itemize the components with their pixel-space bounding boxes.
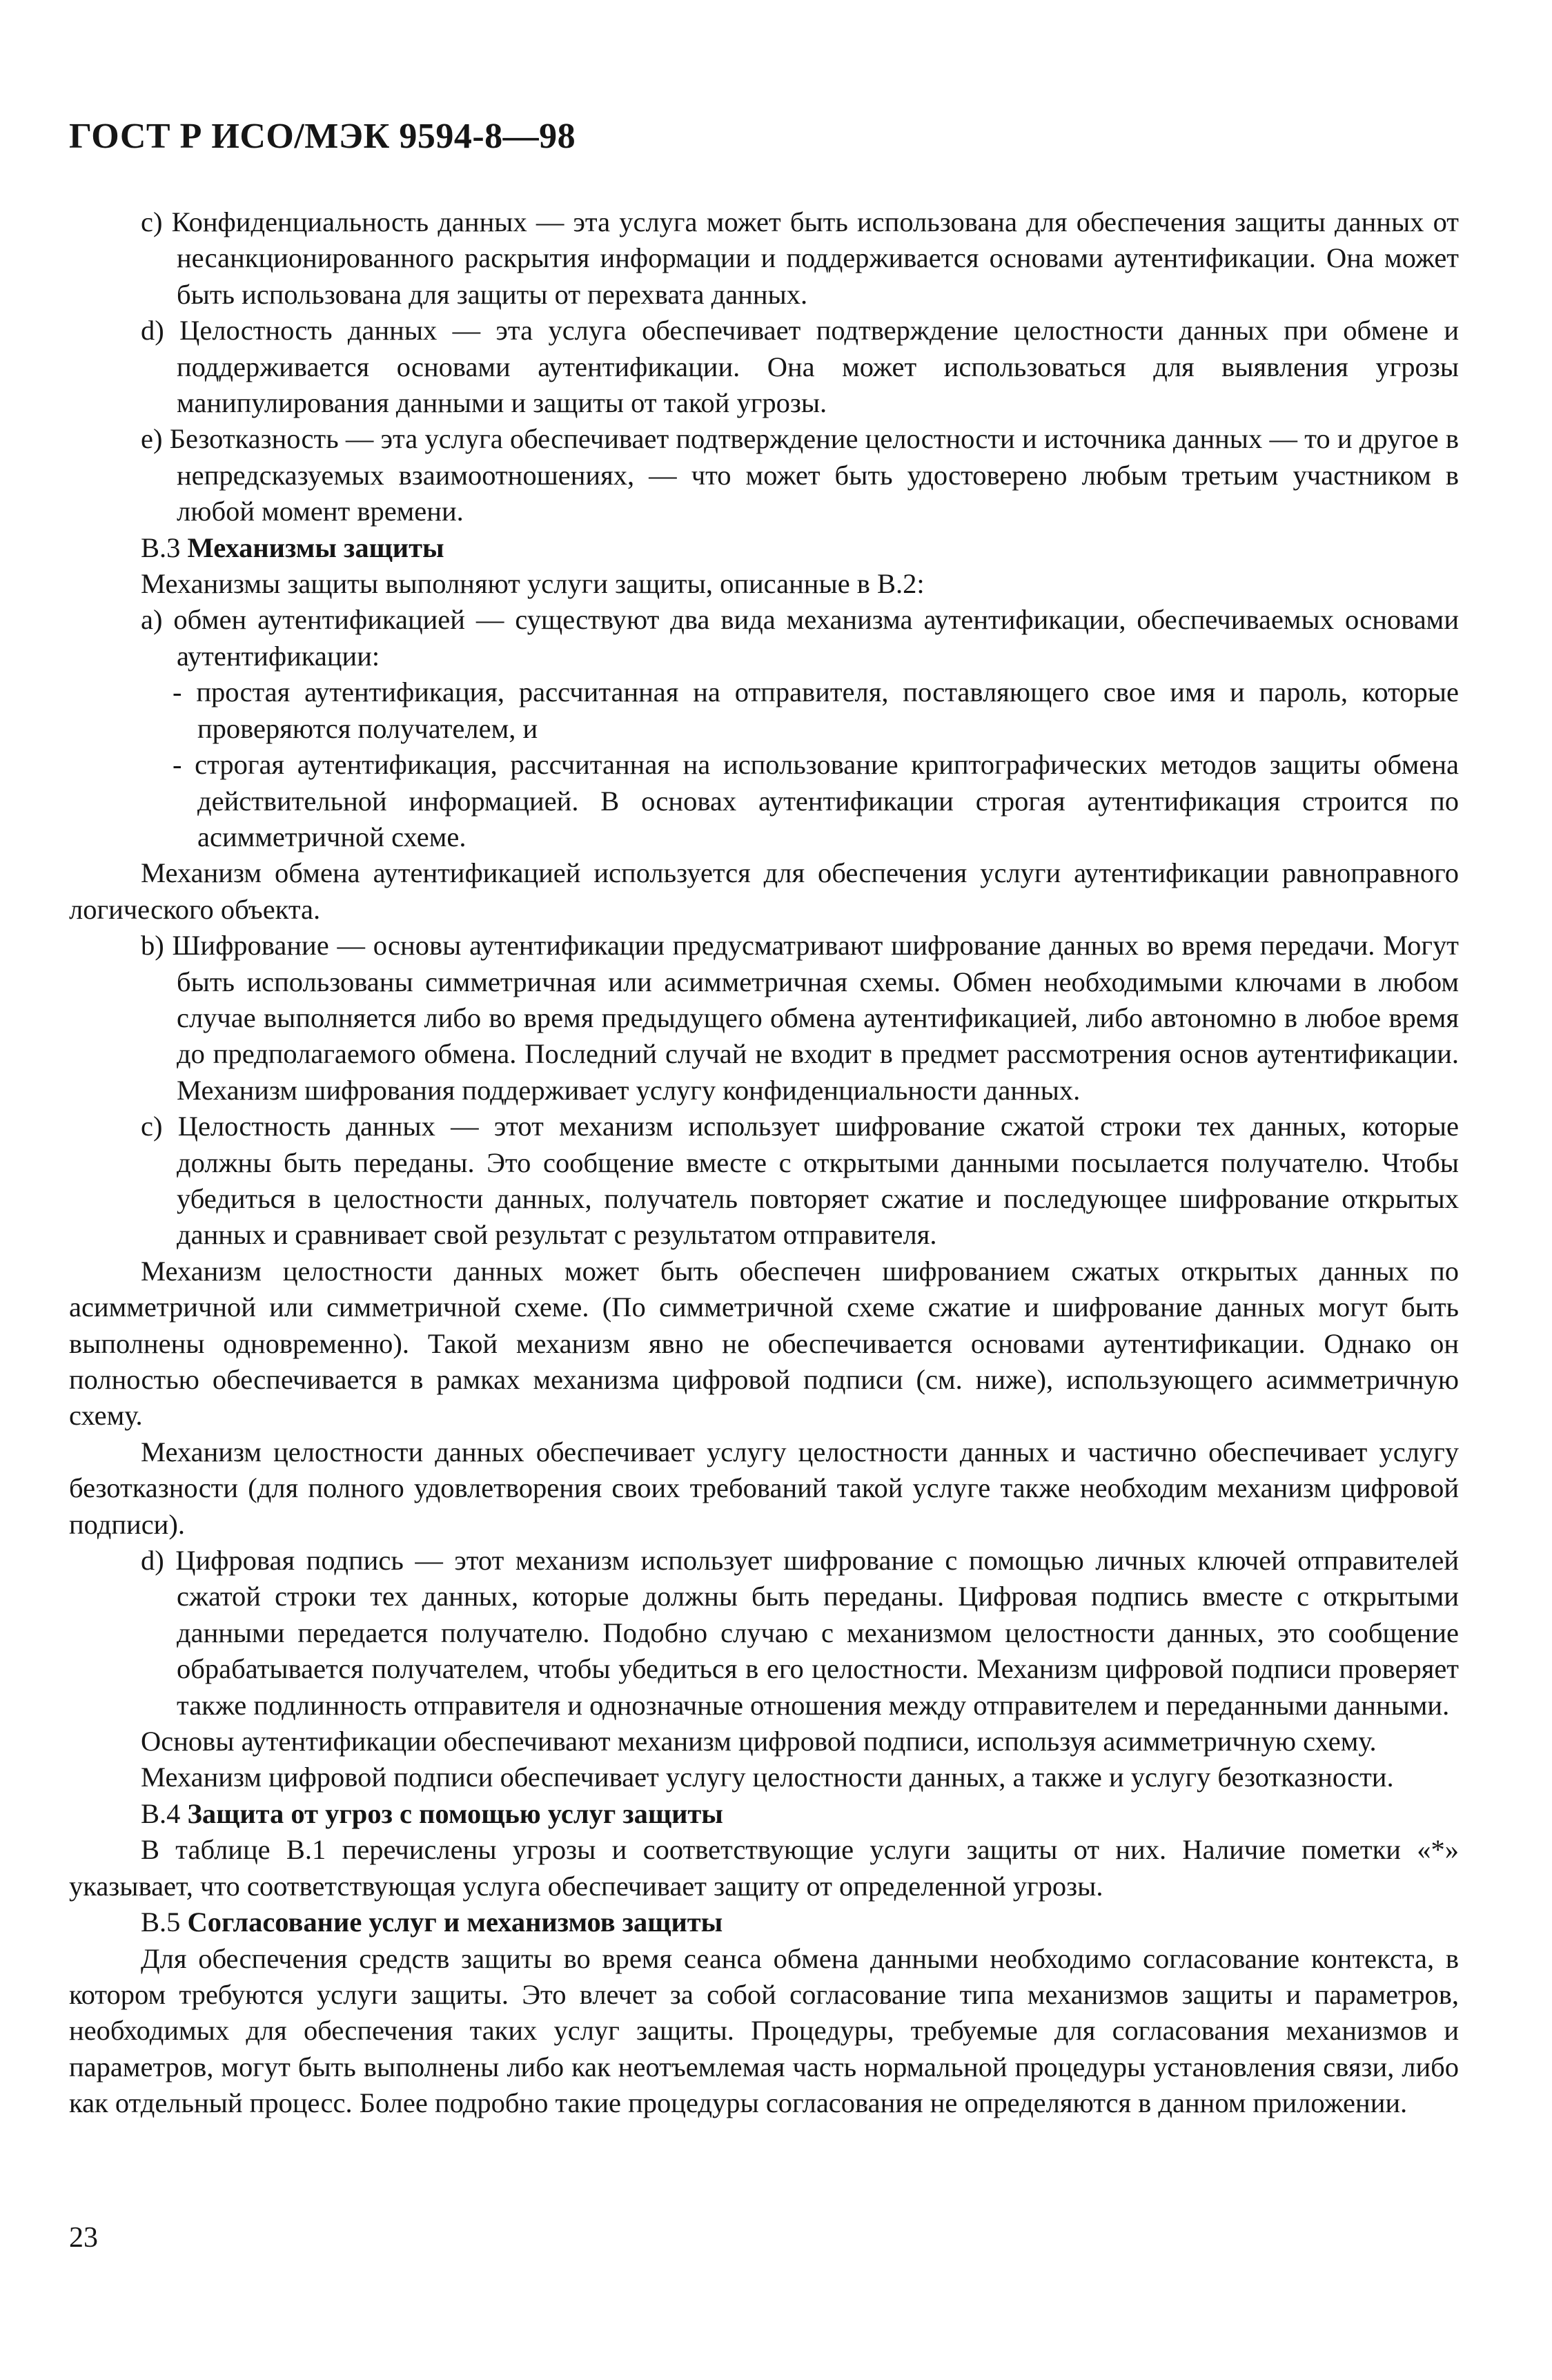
section-number: B.5 xyxy=(141,1906,181,1938)
list-item-b-encryption: b) Шифрование — основы аутентификации предусматривают шифрование данных во время передачи. Могут быть использованы симметричная или асимметричная схемы. Обмен необходимыми ключами в любом случае выполняется либо во время предыдущего обмена аутентификацией, либо автономно в любое время до предполагаемого обмена. Последний случай не входит в предмет рассмотрения основ аутентификации. Механизм шифрования поддерживает услугу конфиденциальности данных. xyxy=(141,930,1459,1106)
paragraph: Основы аутентификации обеспечивают механизм цифровой подписи, используя асимметричную схему. xyxy=(141,1726,1377,1757)
list-item-c-data-integrity: c) Целостность данных — этот механизм использует шифрование сжатой строки тех данных, которые должны быть переданы. Это сообщение вместе с открытыми данными посылается получателю. Чтобы убедиться в целостности данных, получатель повторяет сжатие и последующее шифрование открытых данных и сравнивает свой результат с результатом отправителя. xyxy=(141,1111,1459,1251)
paragraph: Механизмы защиты выполняют услуги защиты, описанные в В.2: xyxy=(141,568,925,600)
paragraph: В таблице В.1 перечислены угрозы и соответствующие услуги защиты от них. Наличие пометки «*» указывает, что соответствующая услуга обеспечивает защиту от определенной угрозы. xyxy=(69,1834,1459,1902)
paragraph: Механизм целостности данных обеспечивает услугу целостности данных и частично обеспечивает услугу безотказности (для полного удовлетворения своих требований такой услуге также необходим механизм цифровой подписи). xyxy=(69,1436,1459,1540)
list-item-d-digital-signature: d) Цифровая подпись — этот механизм использует шифрование с помощью личных ключей отправителей сжатой строки тех данных, которые должны быть переданы. Цифровая подпись вместе с открытыми данными передается получателю. Подобно случаю с механизмом целостности данных, это сообщение обрабатывается получателем, чтобы убедиться в его целостности. Механизм цифровой подписи проверяет также подлинность отправителя и однозначные отношения между отправителем и переданными данными. xyxy=(141,1545,1459,1721)
section-title: Защита от угроз с помощью услуг защиты xyxy=(187,1797,723,1829)
section-heading-b4 xyxy=(69,1796,1459,1832)
section-heading-b5 xyxy=(69,1904,1459,1940)
sub-list-item-strong-auth: - строгая аутентификация, рассчитанная на использование криптографических методов защиты обмена действительной информацией. В основах аутентификации строгая аутентификация строится по асимметричной схеме. xyxy=(173,749,1459,852)
section-title: Механизмы защиты xyxy=(187,531,444,563)
paragraph: Механизм обмена аутентификацией используется для обеспечения услуги аутентификации равноправного логического объекта. xyxy=(69,857,1459,925)
section-number: B.3 xyxy=(141,531,181,563)
sub-list-item-simple-auth: - простая аутентификация, рассчитанная на отправителя, поставляющего свое имя и пароль, которые проверяются получателем, и xyxy=(173,676,1459,744)
page-number: 23 xyxy=(69,2222,98,2254)
paragraph: Для обеспечения средств защиты во время сеанса обмена данными необходимо согласование контекста, в котором требуются услуги защиты. Это влечет за собой согласование типа механизмов защиты и параметров, необходимых для обеспечения таких услуг защиты. Процедуры, требуемые для согласования механизмов и параметров, могут быть выполнены либо как неотъемлемая часть нормальной процедуры установления связи, либо как отдельный процесс. Более подробно такие процедуры согласования не определяются в данном приложении. xyxy=(69,1942,1459,2119)
paragraph: Механизм целостности данных может быть обеспечен шифрованием сжатых открытых данных по асимметричной или симметричной схеме. (По симметричной схеме сжатие и шифрование данных могут быть выполнены одновременно). Такой механизм явно не обеспечивается основами аутентификации. Однако он полностью обеспечивается в рамках механизма цифровой подписи (см. ниже), использующего асимметричную схему. xyxy=(69,1255,1459,1432)
section-heading-b3 xyxy=(69,530,1459,566)
section-title: Согласование услуг и механизмов защиты xyxy=(187,1906,723,1938)
section-number: B.4 xyxy=(141,1797,181,1829)
list-item-e-non-repudiation: e) Безотказность — эта услуга обеспечивает подтверждение целостности и источника данных — то и другое в непредсказуемых взаимоотношениях, — что может быть удостоверено любым третьим участником в любой момент времени. xyxy=(141,423,1459,527)
list-item-a-auth-exchange: a) обмен аутентификацией — существуют два вида механизма аутентификации, обеспечиваемых основами аутентификации: xyxy=(141,604,1459,672)
list-item-d-integrity: d) Целостность данных — эта услуга обеспечивает подтверждение целостности данных при обмене и поддерживается основами аутентификации. Она может использоваться для выявления угрозы манипулирования данными и защиты от такой угрозы. xyxy=(141,315,1459,419)
page-body xyxy=(69,204,1459,2122)
paragraph: Механизм цифровой подписи обеспечивает услугу целостности данных, а также и услугу безотказности. xyxy=(141,1762,1394,1793)
list-item-c-confidentiality: c) Конфиденциальность данных — эта услуга может быть использована для обеспечения защиты данных от несанкционированного раскрытия информации и поддерживается основами аутентификации. Она может быть использована для защиты от перехвата данных. xyxy=(141,206,1459,310)
page-header: ГОСТ Р ИСО/МЭК 9594-8—98 xyxy=(69,117,576,156)
